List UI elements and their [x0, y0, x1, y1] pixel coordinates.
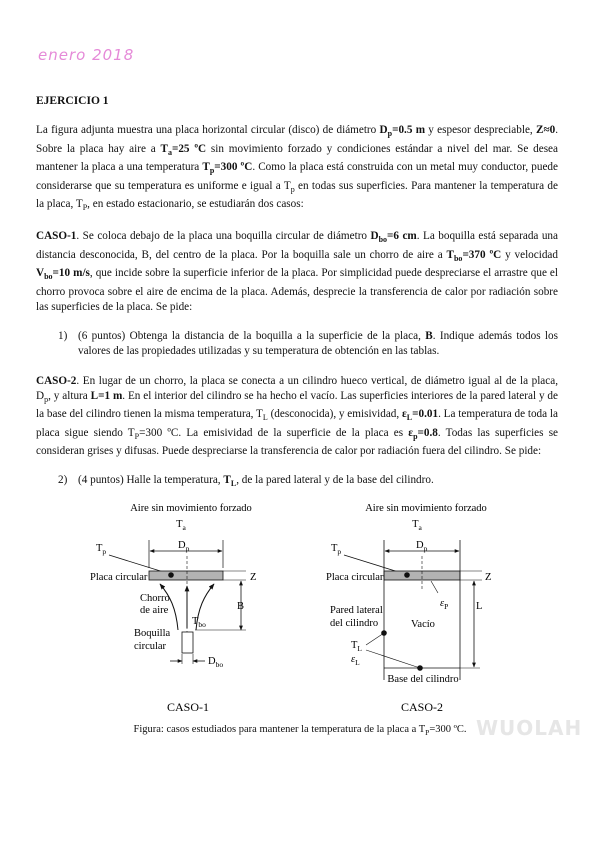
caso1-nozzle — [182, 632, 193, 653]
caso2-el-label: $\varepsilon_L$ — [351, 654, 360, 667]
question-2-text: (4 puntos) Halle la temperatura, $T_L$, de la pared lateral y de la base del cilindro. — [78, 474, 434, 489]
caso1-tbo-label: $T_{bo}$ — [192, 616, 206, 629]
caso2-base-label: Base del cilindro — [387, 674, 459, 685]
caso1-plate — [149, 571, 223, 580]
question-1-text: (6 puntos) Obtenga la distancia de la boquilla a la superficie de la placa, B. Indique además todos los valores de las propiedades utilizadas y su temperatura de obtención en las tablas. — [78, 330, 558, 358]
caso1-b-label: B — [237, 601, 245, 612]
caso1-ta-label: $T_a$ — [176, 519, 186, 532]
caso2-ta-label: $T_a$ — [412, 519, 422, 532]
caso2-wall-label-2: del cilindro — [330, 618, 379, 629]
exercise-title: EJERCICIO 1 — [36, 95, 109, 107]
caso1-z-label: Z — [250, 572, 257, 583]
caso1-paragraph: CASO-1. Se coloca debajo de la placa una boquilla circular de diámetro $D_{bo}=6$ cm. La boquilla está separada una distancia desconocida, B, del centro de la placa. Por la boquilla sale un chorro de aire a $T_{bo}=370$ ºC y velocidad $V_{bo}=10$ m/s, que incide sobre la superficie inferior de la placa. Por simplicidad puede despreciarse el arrastre que el chorro provoca sobre el aire de encima de la placa. Además, desprecie la transferencia de calor por radiación sobre las superficies de la placa. Se pide: — [36, 230, 559, 313]
caso2-caption: CASO-2 — [400, 700, 444, 714]
caso1-tp-label: $T_p$ — [96, 543, 107, 556]
caso2-tp-point — [404, 572, 410, 578]
caso2-wall-label-1: Pared lateral — [330, 605, 383, 616]
caso1-air-label: Aire sin movimiento forzado — [130, 503, 252, 514]
caso1-tp-point — [168, 572, 174, 578]
caso2-base-leader — [366, 650, 420, 668]
intro-paragraph: La figura adjunta muestra una placa horizontal circular (disco) de diámetro $D_p=0.5$ m y espesor despreciable, Z≈0. Sobre la placa hay aire a $T_a=25$ ºC sin movimiento forzado y condiciones estándar a nivel del mar. Se desea mantener la placa a una temperatura $T_p=300$ ºC. Como la placa está construida con un metal muy conductor, puede considerarse que su temperatura es uniforme e igual a $T_p$ en todas sus superficies. Para mantener la temperatura de la placa, $T_P$, en estado estacionario, se estudiarán dos casos: — [36, 124, 558, 213]
caso1-diagram — [90, 503, 256, 714]
caso2-ep-leader — [431, 581, 438, 593]
watermark-logo: WUOLAH — [476, 716, 583, 740]
caso2-diagram — [326, 503, 491, 714]
caso1-jet-label-2: de aire — [140, 605, 169, 616]
caso2-wall-leader — [366, 633, 384, 645]
figure-caption: Figura: casos estudiados para mantener la temperatura de la placa a $T_P=300$ ºC. — [133, 724, 467, 738]
caso2-tp-label: $T_p$ — [331, 543, 342, 556]
caso1-jet-label-1: Chorro — [140, 593, 170, 604]
caso1-nozzle-label-2: circular — [134, 641, 167, 652]
caso2-z-label: Z — [485, 572, 492, 583]
question-2-number: 2) — [58, 474, 68, 487]
caso2-air-label: Aire sin movimiento forzado — [365, 503, 487, 514]
caso1-dbo-label: $D_{bo}$ — [208, 656, 224, 669]
caso1-caption: CASO-1 — [166, 700, 210, 714]
caso1-dp-label: $D_p$ — [178, 540, 190, 553]
caso2-ep-label: $\varepsilon_P$ — [440, 598, 449, 611]
question-1-number: 1) — [58, 330, 68, 343]
caso2-plate-label: Placa circular — [326, 572, 384, 583]
caso2-l-label: L — [476, 601, 483, 612]
caso2-paragraph: CASO-2. En lugar de un chorro, la placa se conecta a un cilindro hueco vertical, de diámetro igual al de la placa, $D_p$, y altura L=1 m. En el interior del cilindro se ha hecho el vacío. Las superficies interiores de la pared lateral y de la base del cilindro tienen la misma temperatura, $T_L$ (desconocida), y emisividad, $\varepsilon_L=0.01$. La temperatura de toda la placa sigue siendo $T_P=300$ ºC. La emisividad de la superficie de la placa es $\varepsilon_p=0.8$. Todas las superficies se consideran grises y difusas. Puede despreciarse la transferencia de calor por radiación fuera del cilindro. Se pide: — [36, 374, 559, 458]
caso2-dp-label: $D_p$ — [416, 540, 428, 553]
caso1-plate-label: Placa circular — [90, 572, 148, 583]
caso2-vacuum-label: Vacío — [411, 619, 435, 630]
caso2-tl-label: $T_L$ — [351, 640, 363, 653]
caso1-nozzle-label-1: Boquilla — [134, 628, 171, 639]
handwritten-date-note: enero 2018 — [38, 46, 135, 64]
